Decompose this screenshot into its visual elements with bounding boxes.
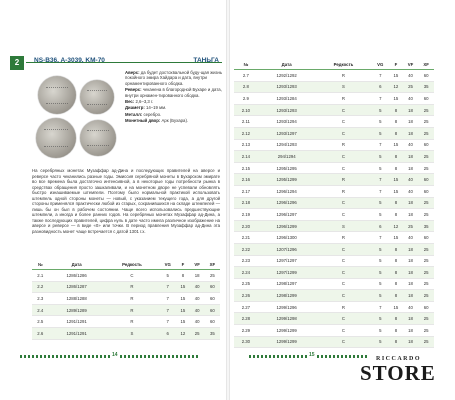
- cell-xf: 60: [205, 304, 220, 316]
- cell-vg: 5: [371, 116, 389, 128]
- cell-xf: 60: [418, 93, 434, 105]
- cell-vg: 7: [371, 174, 389, 186]
- cell-vg: 6: [371, 81, 389, 93]
- cell-number: 2.11: [234, 116, 258, 128]
- cell-f: 15: [389, 232, 403, 244]
- cell-rarity: R: [316, 93, 372, 105]
- cell-date: 1293/1293: [258, 81, 316, 93]
- cell-date: 1293/1293: [258, 104, 316, 116]
- cell-number: 2.20: [234, 220, 258, 232]
- cell-date: 1297/1299: [258, 267, 316, 279]
- cell-f: 15: [176, 281, 189, 293]
- table-row: [234, 243, 434, 255]
- table-header-row: [32, 260, 220, 270]
- cell-date: 1291/1291: [49, 316, 105, 328]
- cell-f: 8: [389, 162, 403, 174]
- col-header-rarity: Редкость: [105, 260, 159, 270]
- cell-f: 8: [389, 243, 403, 255]
- cell-vg: 5: [371, 104, 389, 116]
- cell-xf: 60: [418, 185, 434, 197]
- col-header-vg: VG: [159, 260, 176, 270]
- weight-label: Вес:: [125, 99, 135, 105]
- col-header-xf: XF: [418, 60, 434, 70]
- cell-f: 8: [389, 325, 403, 337]
- cell-xf: 60: [205, 316, 220, 328]
- cell-number: 2.4: [32, 304, 49, 316]
- cell-date: 1293/1294: [258, 116, 316, 128]
- cell-f: 8: [389, 127, 403, 139]
- cell-f: 8: [389, 267, 403, 279]
- diameter-text: 14–19 мм.: [145, 105, 167, 111]
- cell-xf: 25: [418, 151, 434, 163]
- cell-xf: 60: [418, 139, 434, 151]
- table-row: [32, 293, 220, 305]
- cell-number: 2.26: [234, 290, 258, 302]
- cell-date: 1288/1288: [49, 293, 105, 305]
- cell-rarity: C: [316, 197, 372, 209]
- col-header-number: №: [234, 60, 258, 70]
- cell-xf: 25: [418, 336, 434, 348]
- cell-rarity: R: [316, 301, 372, 313]
- cell-rarity: C: [316, 336, 372, 348]
- cell-vf: 18: [403, 278, 419, 290]
- cell-vg: 7: [371, 232, 389, 244]
- col-header-f: F: [389, 60, 403, 70]
- cell-rarity: C: [105, 270, 159, 282]
- cell-rarity: C: [316, 116, 372, 128]
- cell-xf: 60: [418, 70, 434, 82]
- cell-vg: 5: [371, 290, 389, 302]
- cell-vf: 18: [403, 267, 419, 279]
- cell-vf: 40: [190, 316, 205, 328]
- logo-subtitle: RICCARDO: [376, 356, 421, 362]
- cell-vg: 5: [371, 243, 389, 255]
- table-row: [234, 127, 434, 139]
- cell-vg: 5: [371, 267, 389, 279]
- cell-rarity: R: [105, 281, 159, 293]
- cell-rarity: C: [316, 325, 372, 337]
- cell-f: 15: [389, 301, 403, 313]
- table-row: [234, 116, 434, 128]
- cell-vf: 18: [190, 270, 205, 282]
- cell-f: 15: [389, 139, 403, 151]
- cell-rarity: C: [316, 278, 372, 290]
- cell-number: 2.1: [32, 270, 49, 282]
- cell-vf: 40: [403, 185, 419, 197]
- cell-xf: 35: [205, 327, 220, 339]
- cell-date: 1296/1296: [258, 197, 316, 209]
- col-header-date: Дата: [258, 60, 316, 70]
- cell-date: 1293/1297: [258, 127, 316, 139]
- cell-xf: 25: [418, 325, 434, 337]
- cell-rarity: C: [316, 290, 372, 302]
- cell-xf: 25: [418, 290, 434, 302]
- cell-vf: 18: [403, 243, 419, 255]
- cell-vg: 5: [371, 209, 389, 221]
- cell-rarity: R: [105, 293, 159, 305]
- cell-date: 1296/1297: [258, 209, 316, 221]
- cell-number: 2.6: [32, 327, 49, 339]
- cell-number: 2.15: [234, 162, 258, 174]
- table-row: [234, 139, 434, 151]
- logo-wordmark: STORE: [360, 361, 436, 385]
- cell-date: 1293/1284: [258, 93, 316, 105]
- cell-rarity: C: [316, 255, 372, 267]
- table-row: [234, 301, 434, 313]
- cell-date: 1299/1299: [258, 336, 316, 348]
- col-header-vg: VG: [371, 60, 389, 70]
- cell-f: 15: [389, 185, 403, 197]
- cell-vg: 7: [159, 316, 176, 328]
- cell-number: 2.30: [234, 336, 258, 348]
- cell-number: 2.18: [234, 197, 258, 209]
- cell-f: 15: [176, 293, 189, 305]
- table-row: [234, 70, 434, 82]
- cell-rarity: R: [105, 316, 159, 328]
- cell-rarity: C: [316, 127, 372, 139]
- cell-vf: 18: [403, 104, 419, 116]
- cell-date: 1295/1295: [258, 162, 316, 174]
- cell-number: 2.24: [234, 267, 258, 279]
- cell-date: 1294/1293: [258, 139, 316, 151]
- mint-text: Арк (Бухара).: [161, 118, 189, 124]
- cell-xf: 60: [205, 293, 220, 305]
- cell-xf: 35: [418, 81, 434, 93]
- table-row: [32, 316, 220, 328]
- diameter-label: Диаметр:: [125, 105, 145, 111]
- coin-obverse-image-1: [38, 76, 76, 114]
- cell-xf: 25: [418, 162, 434, 174]
- cell-xf: 60: [418, 301, 434, 313]
- cell-rarity: R: [105, 304, 159, 316]
- cell-number: 2.14: [234, 151, 258, 163]
- cell-vf: 40: [190, 293, 205, 305]
- table-row: [234, 255, 434, 267]
- col-header-number: №: [32, 260, 49, 270]
- cell-vg: 5: [371, 127, 389, 139]
- table-header-row: [234, 60, 434, 70]
- cell-vf: 40: [403, 93, 419, 105]
- table-body-left: [32, 270, 220, 340]
- cell-number: 2.25: [234, 278, 258, 290]
- table-row: [234, 104, 434, 116]
- price-table-right: [234, 60, 434, 348]
- cell-date: 1297/1297: [258, 255, 316, 267]
- cell-number: 2.29: [234, 325, 258, 337]
- cell-vf: 40: [403, 232, 419, 244]
- cell-number: 2.12: [234, 127, 258, 139]
- obverse-label: Аверс:: [125, 70, 140, 75]
- col-header-vf: VF: [190, 260, 205, 270]
- cell-f: 8: [389, 255, 403, 267]
- cell-xf: 60: [205, 281, 220, 293]
- cell-date: 1299/1298: [258, 313, 316, 325]
- cell-rarity: S: [105, 327, 159, 339]
- cell-vg: 5: [371, 197, 389, 209]
- table-row: [234, 185, 434, 197]
- cell-xf: 25: [418, 313, 434, 325]
- cell-date: 1298/1299: [258, 290, 316, 302]
- weight-text: 2,6–3,3 г.: [135, 99, 154, 105]
- cell-f: 8: [389, 209, 403, 221]
- cell-number: 2.16: [234, 174, 258, 186]
- metal-text: серебро.: [143, 111, 162, 117]
- cell-vf: 40: [403, 174, 419, 186]
- cell-vg: 5: [371, 255, 389, 267]
- cell-rarity: R: [316, 232, 372, 244]
- table-row: [234, 151, 434, 163]
- cell-f: 8: [389, 151, 403, 163]
- cell-rarity: R: [316, 174, 372, 186]
- cell-vg: 5: [371, 313, 389, 325]
- cell-number: 2.7: [234, 70, 258, 82]
- cell-vf: 18: [403, 313, 419, 325]
- col-header-vf: VF: [403, 60, 419, 70]
- cell-f: 8: [176, 270, 189, 282]
- body-paragraph: На серебряных монетах Музаффар ад-Дина и последующих правителей на аверсе и реверсе часто чеканились разные годы. Эмиссия серебряной монеты в Бухарском эмирате во все времена была достаточно интенсивной, а в некоторые годы потребности рынка в средствах обращения просто зашкаливали, и на монетном дворе не успевали обновлять быстро изнашиваемые штемпели. Поэтому было нормальной практикой использовать штемпель одной стороны монеты — новый, с указанием текущего года, а для другой стороны применялся практически любой из старых, сохранившихся на складе штемпелей — лишь бы он был в рабочем состоянии. Чаще всего использовались предшествующие штемпели, а иногда и более ранних годов. На серебряных монетах Музаффар ад-Дина, а также последующих правителей, цифра нуль в дате часто имела различное изображение на аверсе и реверсе — в виде «0» или точки. В период правления Музаффар ад-Дина эта разновидность монет чаще встречается с датой 1301 г.х.: [32, 168, 220, 234]
- cell-date: 1296/1294: [258, 185, 316, 197]
- cell-rarity: C: [316, 243, 372, 255]
- table-row: [234, 174, 434, 186]
- table-row: [234, 232, 434, 244]
- cell-date: 1289/1289: [49, 304, 105, 316]
- cell-rarity: S: [316, 220, 372, 232]
- cell-number: 2.19: [234, 209, 258, 221]
- cell-vf: 40: [190, 281, 205, 293]
- cell-rarity: C: [316, 104, 372, 116]
- cell-date: 1296/1299: [258, 220, 316, 232]
- cell-f: 8: [389, 336, 403, 348]
- coin-reverse-image-2: [80, 120, 116, 156]
- coin-description: [125, 70, 223, 125]
- table-row: [32, 327, 220, 339]
- cell-xf: 25: [205, 270, 220, 282]
- cell-xf: 60: [418, 174, 434, 186]
- cell-vg: 7: [159, 293, 176, 305]
- cell-date: 1286/1286: [49, 270, 105, 282]
- cell-f: 15: [389, 70, 403, 82]
- page-badge: 2: [10, 56, 24, 70]
- cell-number: 2.21: [234, 232, 258, 244]
- mint-label: Монетный двор:: [125, 118, 161, 124]
- cell-number: 2.28: [234, 313, 258, 325]
- cell-vf: 18: [403, 197, 419, 209]
- cell-number: 2.3: [32, 293, 49, 305]
- store-logo: [360, 356, 454, 384]
- cell-rarity: C: [316, 209, 372, 221]
- table-row: [234, 197, 434, 209]
- cell-vf: 18: [403, 116, 419, 128]
- cell-vg: 7: [371, 93, 389, 105]
- table-row: [234, 93, 434, 105]
- cell-f: 15: [389, 93, 403, 105]
- cell-xf: 25: [418, 278, 434, 290]
- cell-date: 1207/1296: [258, 243, 316, 255]
- cell-f: 8: [389, 313, 403, 325]
- cell-number: 2.10: [234, 104, 258, 116]
- cell-vg: 5: [371, 151, 389, 163]
- cell-xf: 25: [418, 116, 434, 128]
- cell-f: 12: [176, 327, 189, 339]
- cell-vf: 40: [403, 301, 419, 313]
- cell-vg: 7: [371, 139, 389, 151]
- table-row: [234, 336, 434, 348]
- cell-number: 2.22: [234, 243, 258, 255]
- cell-vg: 7: [159, 304, 176, 316]
- coin-title: ТАНЬГА: [193, 57, 219, 64]
- cell-number: 2.9: [234, 93, 258, 105]
- cell-rarity: R: [316, 139, 372, 151]
- cell-xf: 25: [418, 104, 434, 116]
- cell-number: 2.8: [234, 81, 258, 93]
- table-row: [234, 267, 434, 279]
- cell-vf: 40: [190, 304, 205, 316]
- obverse-text: да будет достохвальной буду-щая жизнь покойного эмира Хайдара и дата, внутри орнаментированного ободка.: [125, 70, 223, 86]
- cell-vf: 18: [403, 127, 419, 139]
- left-page: [0, 0, 227, 400]
- cell-date: 1298/1297: [258, 278, 316, 290]
- col-header-f: F: [176, 260, 189, 270]
- cell-vf: 40: [403, 139, 419, 151]
- cell-date: 1299/1299: [258, 325, 316, 337]
- cell-f: 8: [389, 197, 403, 209]
- cell-xf: 60: [418, 232, 434, 244]
- price-table-left: [32, 260, 220, 340]
- cell-vf: 18: [403, 151, 419, 163]
- left-footer: [0, 351, 227, 361]
- table-row: [32, 304, 220, 316]
- cell-vg: 7: [371, 301, 389, 313]
- col-header-rarity: Редкость: [316, 60, 372, 70]
- cell-date: 1292/1292: [258, 70, 316, 82]
- cell-rarity: C: [316, 313, 372, 325]
- cell-vf: 40: [403, 70, 419, 82]
- cell-f: 15: [176, 316, 189, 328]
- cell-vf: 18: [403, 290, 419, 302]
- cell-xf: 25: [418, 127, 434, 139]
- cell-date: 1291/1291: [49, 327, 105, 339]
- cell-xf: 25: [418, 243, 434, 255]
- reverse-text: чеканена в благородной Бухаре и дата, внутри орнамен-тированного ободка.: [125, 87, 222, 98]
- table-body-right: [234, 70, 434, 348]
- cell-rarity: R: [316, 185, 372, 197]
- table-row: [234, 313, 434, 325]
- cell-date: 1286/1287: [49, 281, 105, 293]
- reverse-label: Реверс:: [125, 87, 142, 93]
- col-header-date: Дата: [49, 260, 105, 270]
- cell-number: 2.27: [234, 301, 258, 313]
- cell-vg: 7: [371, 70, 389, 82]
- metal-label: Металл:: [125, 111, 143, 117]
- cell-xf: 25: [418, 197, 434, 209]
- cell-f: 8: [389, 104, 403, 116]
- table-row: [234, 220, 434, 232]
- table-row: [234, 81, 434, 93]
- cell-date: 1299/1296: [258, 301, 316, 313]
- page-number-left: 14: [112, 352, 118, 358]
- coin-obverse-image-2: [36, 118, 76, 158]
- cell-xf: 25: [418, 267, 434, 279]
- cell-vf: 25: [403, 81, 419, 93]
- cell-date: 1295/1299: [258, 174, 316, 186]
- cell-date: 294/1294: [258, 151, 316, 163]
- cell-vg: 7: [159, 281, 176, 293]
- cell-vg: 5: [371, 325, 389, 337]
- cell-vg: 5: [371, 278, 389, 290]
- cell-number: 2.2: [32, 281, 49, 293]
- cell-number: 2.5: [32, 316, 49, 328]
- table-row: [234, 290, 434, 302]
- cell-vf: 18: [403, 162, 419, 174]
- cell-number: 2.13: [234, 139, 258, 151]
- cell-vg: 7: [371, 185, 389, 197]
- cell-f: 8: [389, 290, 403, 302]
- col-header-xf: XF: [205, 260, 220, 270]
- table-row: [32, 281, 220, 293]
- cell-f: 8: [389, 278, 403, 290]
- cell-rarity: C: [316, 162, 372, 174]
- cell-vf: 18: [403, 325, 419, 337]
- table-row: [32, 270, 220, 282]
- cell-rarity: S: [316, 81, 372, 93]
- cell-f: 15: [176, 304, 189, 316]
- cell-xf: 25: [418, 255, 434, 267]
- table-row: [234, 209, 434, 221]
- cell-date: 1296/1300: [258, 232, 316, 244]
- cell-rarity: R: [316, 70, 372, 82]
- cell-f: 12: [389, 81, 403, 93]
- cell-vg: 6: [371, 220, 389, 232]
- cell-vg: 5: [159, 270, 176, 282]
- right-page: [229, 0, 455, 400]
- cell-vg: 5: [371, 162, 389, 174]
- cell-f: 12: [389, 220, 403, 232]
- cell-number: 2.23: [234, 255, 258, 267]
- page-number-right: 15: [309, 352, 315, 358]
- table-row: [234, 278, 434, 290]
- cell-rarity: C: [316, 267, 372, 279]
- cell-xf: 25: [418, 209, 434, 221]
- cell-number: 2.17: [234, 185, 258, 197]
- cell-rarity: C: [316, 151, 372, 163]
- table-row: [234, 162, 434, 174]
- cell-vf: 25: [403, 220, 419, 232]
- cell-vf: 18: [403, 255, 419, 267]
- cell-f: 8: [389, 116, 403, 128]
- cell-vg: 5: [371, 336, 389, 348]
- cell-vf: 18: [403, 209, 419, 221]
- cell-vf: 25: [190, 327, 205, 339]
- cell-f: 15: [389, 174, 403, 186]
- catalog-reference: NS-B36, A-3039, KM-70: [34, 57, 105, 64]
- cell-vf: 18: [403, 336, 419, 348]
- cell-vg: 6: [159, 327, 176, 339]
- cell-xf: 35: [418, 220, 434, 232]
- coin-reverse-image-1: [80, 80, 114, 114]
- table-row: [234, 325, 434, 337]
